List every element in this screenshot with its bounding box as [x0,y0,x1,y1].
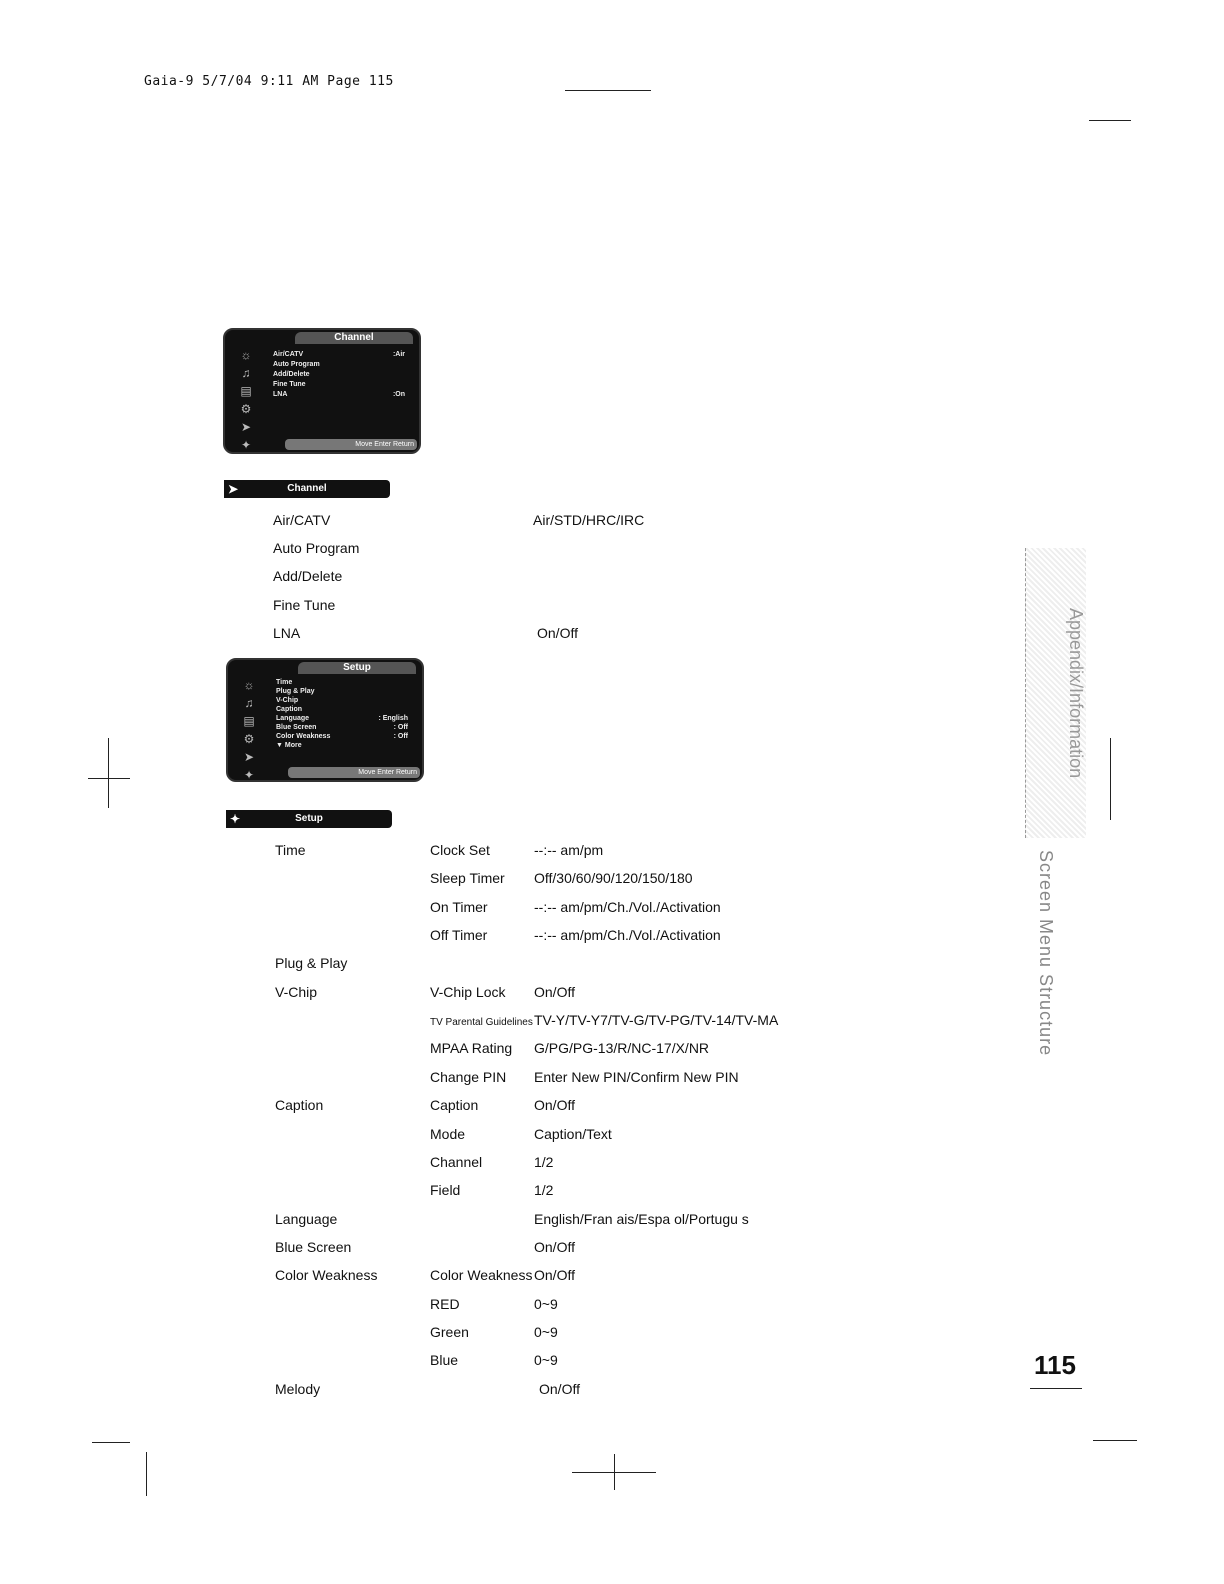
setup-menu-value: Enter New PIN/Confirm New PIN [534,1069,739,1085]
osd-item-label: Color Weakness [276,733,331,740]
setup-menu-value: 0~9 [534,1296,558,1312]
setup-menu-value: TV-Y/TV-Y7/TV-G/TV-PG/TV-14/TV-MA [534,1012,779,1028]
osd-item-label: Fine Tune [273,381,306,388]
channel-menu-item: Add/Delete [273,568,343,584]
osd-menu-item [276,687,408,696]
osd-item-label: Time [276,679,293,686]
setup-submenu-item: MPAA Rating [430,1040,513,1056]
setup-menu-value: --:-- am/pm/Ch./Vol./Activation [534,927,721,943]
picture-icon: ☼ [240,348,252,362]
setup-submenu-item: Blue [430,1352,459,1368]
setup-menu-item: Caption [275,1097,324,1113]
setup-menu-value: On/Off [534,1097,575,1113]
osd-title: Setup [298,662,416,674]
setup-menu-value: On/Off [534,1239,575,1255]
setup-menu-item: Language [275,1211,338,1227]
setup-menu-value: English/Fran ais/Espa ol/Portugu s [534,1211,749,1227]
osd-menu-item [273,370,405,380]
channel-menu-value: Air/STD/HRC/IRC [533,512,645,528]
osd-menu-items [273,350,405,400]
osd-item-value: :Air [392,351,405,358]
setup-submenu-item: Color Weakness [430,1267,533,1283]
setup-menu-item: Blue Screen [275,1239,352,1255]
osd-menu-items [276,678,408,750]
setup-menu-item: Color Weakness [275,1267,378,1283]
setup-icon: ⚙ [240,402,252,416]
setup-menu-value: On/Off [534,1267,575,1283]
side-tab-subtitle: Screen Menu Structure [1036,850,1056,1057]
osd-item-label: Blue Screen [276,724,317,731]
setup-menu-item: V-Chip [275,984,318,1000]
crop-mark [1089,120,1131,121]
setup-submenu-item: Change PIN [430,1069,507,1085]
channel-icon: ▤ [243,714,255,728]
osd-menu-item [276,741,408,750]
picture-icon: ☼ [243,678,255,692]
osd-item-label: LNA [273,391,288,398]
setup-submenu-item: V-Chip Lock [430,984,506,1000]
osd-menu-item [273,380,405,390]
section-bar-label: Setup [295,813,323,824]
crop-mark [1093,1440,1137,1441]
channel-section-bar [224,480,390,498]
setup-submenu-item: Field [430,1182,461,1198]
setup-menu-value: 0~9 [534,1324,558,1340]
channel-icon: ➤ [228,482,239,496]
sound-icon: ♫ [241,366,251,380]
setup-menu-item: Time [275,842,306,858]
function-icon: ✦ [243,768,255,782]
setup-submenu-item: Sleep Timer [430,870,505,886]
input-icon: ➤ [240,420,252,434]
setup-menu-item: Plug & Play [275,955,348,971]
osd-menu-item [273,350,405,360]
osd-menu-item [276,678,408,687]
osd-menu-item [276,714,408,723]
section-bar-label: Channel [287,483,327,494]
osd-item-value: : English [378,715,408,722]
registration-mark [88,778,130,779]
osd-menu-item [276,705,408,714]
setup-submenu-item: Off Timer [430,927,488,943]
setup-submenu-item: On Timer [430,899,488,915]
setup-submenu-item: Green [430,1324,469,1340]
osd-menu-item [276,723,408,732]
page-number-rule [1030,1388,1082,1389]
setup-submenu-item: Channel [430,1154,483,1170]
setup-menu-value: 1/2 [534,1154,554,1170]
osd-menu-item [273,390,405,400]
crop-mark [146,1452,147,1496]
setup-menu-value: --:-- am/pm [534,842,604,858]
osd-side-icons [229,348,263,452]
setup-menu-value: --:-- am/pm/Ch./Vol./Activation [534,899,721,915]
channel-menu-item: Air/CATV [273,512,331,528]
setup-icon: ⚙ [243,732,255,746]
osd-item-label: ▼ More [276,742,302,749]
osd-menu-item [276,732,408,741]
channel-menu-item: LNA [273,625,301,641]
channel-osd-image [223,328,421,454]
registration-mark [108,738,109,808]
osd-menu-item [273,360,405,370]
osd-footer: Move Enter Return [288,767,420,778]
input-icon: ➤ [243,750,255,764]
function-icon: ✦ [240,438,252,452]
osd-side-icons [232,678,266,782]
osd-item-value: : Off [393,733,408,740]
osd-item-label: Plug & Play [276,688,315,695]
osd-item-label: Caption [276,706,303,713]
setup-menu-item: Melody [275,1381,321,1397]
setup-menu-value: 1/2 [534,1182,554,1198]
setup-submenu-item: TV Parental Guidelines [430,1017,533,1028]
setup-menu-value: On/Off [539,1381,580,1397]
setup-submenu-item: RED [430,1296,460,1312]
side-tab: Appendix/Information [1025,548,1086,838]
sound-icon: ♫ [244,696,254,710]
setup-submenu-item: Caption [430,1097,479,1113]
registration-mark [614,1454,615,1490]
osd-item-label: Language [276,715,310,722]
channel-icon: ▤ [240,384,252,398]
osd-item-label: Auto Program [273,361,320,368]
setup-menu-value: G/PG/PG-13/R/NC-17/X/NR [534,1040,710,1056]
crop-mark [565,90,651,91]
osd-item-label: Add/Delete [273,371,310,378]
setup-menu-value: On/Off [534,984,575,1000]
setup-osd-image [226,658,424,782]
osd-title: Channel [295,332,413,344]
setup-submenu-item: Clock Set [430,842,490,858]
osd-footer: Move Enter Return [285,439,417,450]
osd-item-label: Air/CATV [273,351,304,358]
registration-mark [1110,738,1111,820]
osd-item-value: : Off [393,724,408,731]
setup-icon: ✦ [230,812,241,826]
channel-menu-item: Auto Program [273,540,360,556]
osd-item-label: V-Chip [276,697,299,704]
page-number: 115 [1034,1350,1076,1380]
channel-menu-value: On/Off [537,625,578,641]
crop-mark [92,1442,130,1443]
setup-menu-value: 0~9 [534,1352,558,1368]
setup-submenu-item: Mode [430,1126,466,1142]
setup-section-bar [226,810,392,828]
setup-menu-value: Off/30/60/90/120/150/180 [534,870,693,886]
print-slug: Gaia-9 5/7/04 9:11 AM Page 115 [144,74,394,89]
osd-menu-item [276,696,408,705]
osd-item-value: :On [392,391,405,398]
channel-menu-item: Fine Tune [273,597,336,613]
setup-menu-value: Caption/Text [534,1126,612,1142]
